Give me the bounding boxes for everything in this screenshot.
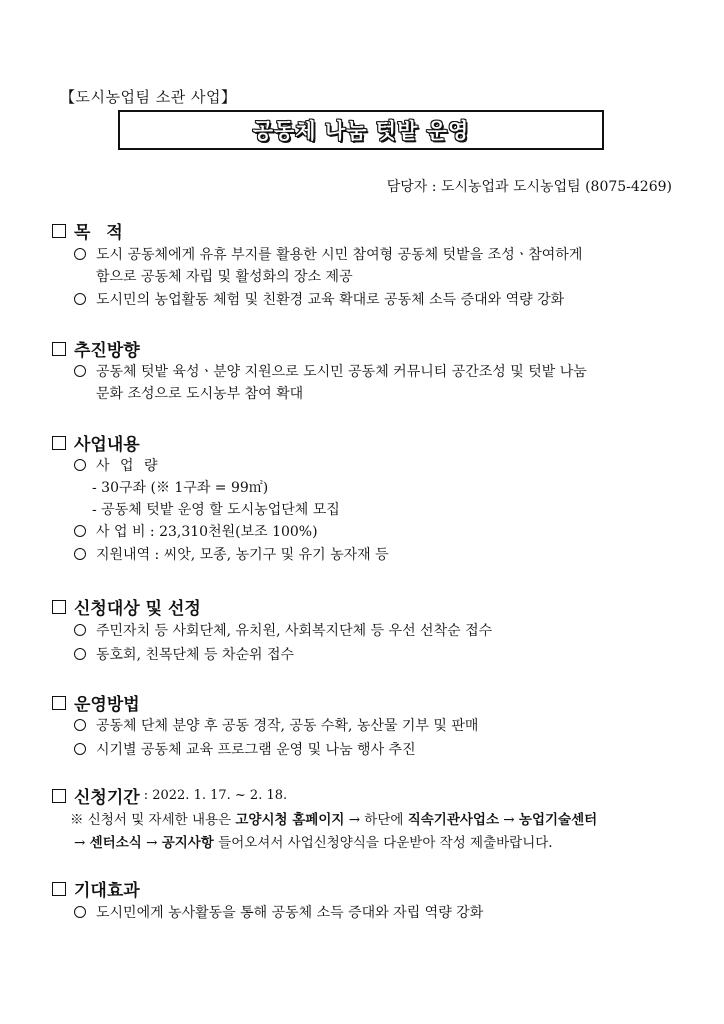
- title-box: [118, 110, 604, 150]
- square-bullet-icon: [52, 224, 66, 238]
- purpose-item: 도시 공동체에게 유휴 부지를 활용한 시민 참여형 공동체 텃밭을 조성ㆍ참여하게: [74, 244, 582, 264]
- circle-bullet-icon: [74, 548, 86, 560]
- square-bullet-icon: [52, 342, 66, 356]
- period-note-line2: → 센터소식 → 공지사항 들어오셔서 사업신청양식을 다운받아 작성 제출바랍니다.: [74, 835, 553, 851]
- square-bullet-icon: [52, 789, 66, 803]
- department-label: 【도시농업팀 소관 사업】: [60, 88, 237, 106]
- section-eligibility-heading: 신청대상 및 선정: [52, 594, 201, 619]
- purpose-item: 도시민의 농업활동 체험 및 친환경 교육 확대로 공동체 소득 증대와 역량 강화: [74, 289, 564, 309]
- circle-bullet-icon: [74, 365, 86, 377]
- circle-bullet-icon: [74, 743, 86, 755]
- link-text-notice: 공지사항: [161, 835, 214, 851]
- circle-bullet-icon: [74, 459, 86, 471]
- section-period-heading: 신청기간 : 2022. 1. 17. ~ 2. 18.: [52, 783, 287, 808]
- contact-info: 담당자 : 도시농업과 도시농업팀 (8075-4269): [386, 179, 672, 195]
- period-dates: : 2022. 1. 17. ~ 2. 18.: [143, 788, 288, 803]
- circle-bullet-icon: [74, 906, 86, 918]
- period-note-line1: ※ 신청서 및 자세한 내용은 고양시청 홈페이지 → 하단에 직속기관사업소 → 농업기술센터: [70, 812, 598, 828]
- circle-bullet-icon: [74, 248, 86, 260]
- effect-item: 도시민에게 농사활동을 통해 공동체 소득 증대와 자립 역량 강화: [74, 902, 483, 922]
- content-scale-sub: - 공동체 텃밭 운영 할 도시농업단체 모집: [92, 502, 340, 518]
- circle-bullet-icon: [74, 719, 86, 731]
- page-title: 공동체 나눔 텃밭 운영: [252, 119, 470, 143]
- eligibility-item: 동호회, 친목단체 등 차순위 접수: [74, 644, 294, 664]
- content-support: 지원내역 : 씨앗, 모종, 농기구 및 유기 농자재 등: [74, 544, 389, 564]
- square-bullet-icon: [52, 436, 66, 450]
- section-purpose-heading: 목 적: [52, 218, 128, 243]
- section-effect-heading: 기대효과: [52, 876, 140, 901]
- content-budget: 사 업 비 : 23,310천원(보조 100%): [74, 521, 318, 541]
- link-text-tech-center: 농업기술센터: [518, 812, 598, 828]
- circle-bullet-icon: [74, 648, 86, 660]
- section-direction-heading: 추진방향: [52, 336, 140, 361]
- circle-bullet-icon: [74, 624, 86, 636]
- link-text-homepage: 고양시청 홈페이지: [235, 812, 345, 828]
- square-bullet-icon: [52, 600, 66, 614]
- section-content-heading: 사업내용: [52, 430, 140, 455]
- circle-bullet-icon: [74, 525, 86, 537]
- link-text-center-news: 센터소식: [89, 835, 142, 851]
- circle-bullet-icon: [74, 293, 86, 305]
- content-scale-sub: - 30구좌 (※ 1구좌 = 99㎡): [92, 480, 269, 496]
- operation-item: 공동체 단체 분양 후 공동 경작, 공동 수확, 농산물 기부 및 판매: [74, 715, 478, 735]
- purpose-item-continued: 함으로 공동체 자립 및 활성화의 장소 제공: [96, 269, 353, 285]
- operation-item: 시기별 공동체 교육 프로그램 운영 및 나눔 행사 추진: [74, 739, 416, 759]
- link-text-agency: 직속기관사업소: [407, 812, 500, 828]
- content-scale: 사 업 량: [74, 455, 160, 475]
- direction-item: 공동체 텃밭 육성ㆍ분양 지원으로 도시민 공동체 커뮤니티 공간조성 및 텃밭 나눔: [74, 361, 587, 381]
- square-bullet-icon: [52, 882, 66, 896]
- eligibility-item: 주민자치 등 사회단체, 유치원, 사회복지단체 등 우선 선착순 접수: [74, 620, 492, 640]
- square-bullet-icon: [52, 696, 66, 710]
- section-operation-heading: 운영방법: [52, 690, 140, 715]
- direction-item-continued: 문화 조성으로 도시농부 참여 확대: [96, 386, 304, 402]
